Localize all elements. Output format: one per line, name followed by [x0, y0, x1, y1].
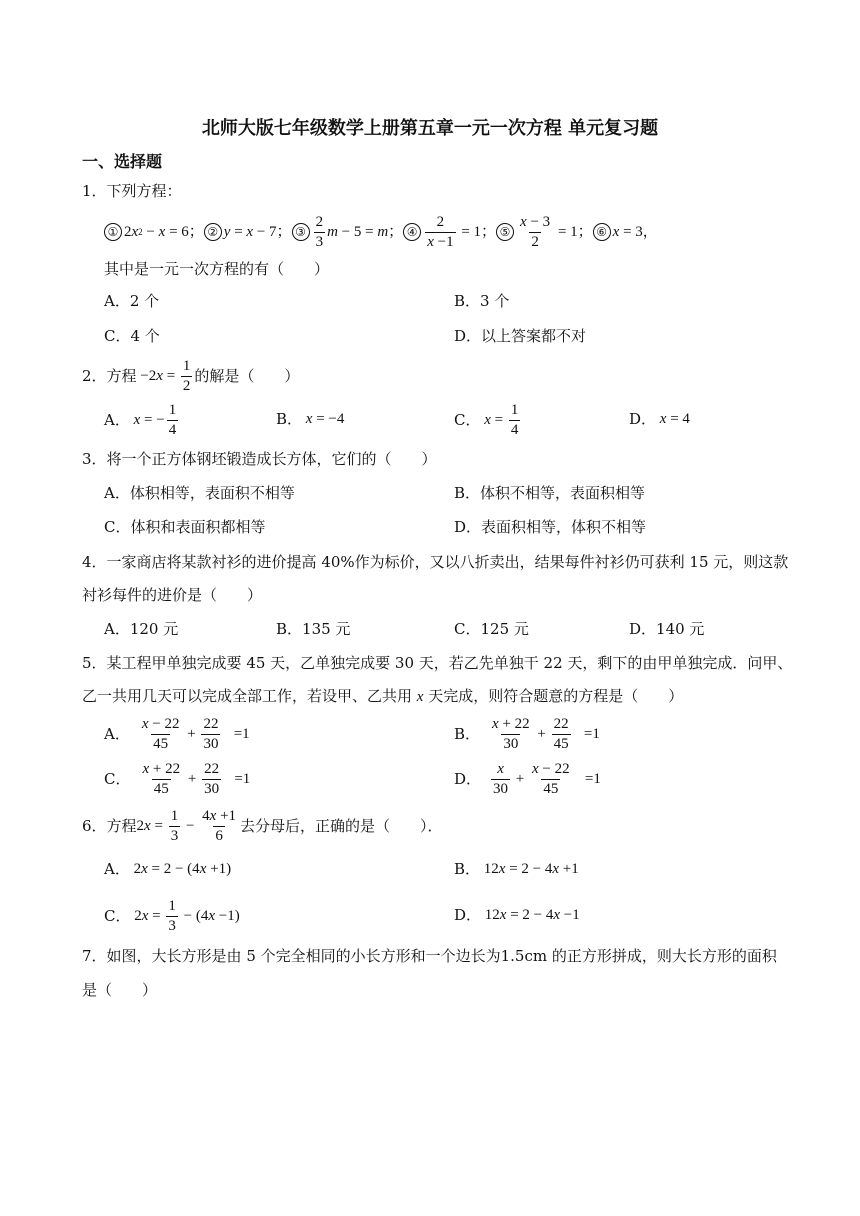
q6-option-a-label: A． — [104, 860, 130, 878]
q6-option-b-label: B． — [454, 860, 481, 878]
q5-line2-start: 乙一共用几天可以完成全部工作，若设甲、乙共用 — [82, 687, 417, 705]
q5-line2-end: 天完成，则符合题意的方程是（ ） — [423, 687, 684, 705]
q2-option-a-label: A． — [104, 410, 130, 429]
q7-line2: 是（ ） — [82, 981, 158, 999]
q5-variable: x — [416, 689, 424, 705]
circled-2: ② — [204, 223, 222, 241]
q6-option-b: B． 12 x = 2 − 4 x +1 — [454, 860, 579, 878]
q3-option-c: C．体积和表面积都相等 — [104, 518, 266, 536]
q6-option-a: A． 2 x = 2 − (4 x +1) — [104, 860, 232, 878]
q6-option-c-label: C． — [104, 906, 131, 925]
q6-option-d: D． 12 x = 2 − 4 x −1 — [454, 906, 580, 924]
q5-line1: 5．某工程甲单独完成要 45 天，乙单独完成要 30 天，若乙先单独干 22 天，剩下的由甲单独完成．问甲、 — [82, 654, 793, 672]
page-title: 北师大版七年级数学上册第五章一元一次方程 单元复习题 — [201, 118, 659, 139]
q4-option-c: C．125 元 — [454, 620, 529, 638]
q5-option-a-label: A． — [104, 724, 130, 743]
q2-option-c: C． x = $\frac{1}{4}$ — [454, 402, 519, 438]
q1-equations: ① 2 x 2 − x = 6； ② y = x − 7； ③ $\frac{2}{3}$ m − 5 = m ； ④ $\frac{2}{x -1}$ = 1； ⑤ $\frac{x - 3}{2}$ = 1； ⑥ x = 3， — [104, 214, 658, 250]
q1-option-d: D．以上答案都不对 — [454, 327, 587, 345]
q5-option-d: D． $\frac{x}{30}$ + $\frac{x - 22}{45}$ =1 — [454, 761, 601, 797]
q2-option-b: B． x = −4 — [276, 410, 345, 428]
q4-line1: 4．一家商店将某款衬衫的进价提高 40%作为标价，又以八折卖出，结果每件衬衫仍可获利 15 元，则这款 — [82, 553, 789, 571]
q1-option-b: B．3 个 — [454, 292, 510, 310]
q5-option-b: B． $\frac{x + 22}{30}$ + $\frac{22}{45}$ =1 — [454, 716, 600, 752]
circled-6: ⑥ — [593, 223, 611, 241]
q3-option-a: A．体积相等，表面积不相等 — [104, 484, 295, 502]
q5-option-b-label: B． — [454, 724, 481, 743]
q2-stem: 2．方程 −2 x = $\frac{1}{2}$ 的解是（ ） — [82, 358, 300, 394]
q3-stem: 3．将一个正方体钢坯锻造成长方体，它们的（ ） — [82, 450, 437, 468]
q2-option-b-label: B． — [276, 410, 303, 428]
q1-option-a: A．2 个 — [104, 292, 160, 310]
q2-suffix: 的解是（ ） — [194, 366, 300, 385]
q5-option-a: A． $\frac{x - 22}{45}$ + $\frac{22}{30}$ =1 — [104, 716, 250, 752]
circled-5: ⑤ — [496, 223, 514, 241]
q4-option-d: D．140 元 — [629, 620, 705, 638]
circled-1: ① — [104, 223, 122, 241]
q2-option-a: A． x = − $\frac{1}{4}$ — [104, 402, 177, 438]
q6-prefix: 6．方程 — [82, 816, 137, 835]
circled-4: ④ — [403, 223, 421, 241]
q2-option-c-label: C． — [454, 410, 481, 429]
q4-option-b: B．135 元 — [276, 620, 351, 638]
section-heading: 一、选择题 — [82, 152, 163, 171]
q4-option-a: A．120 元 — [104, 620, 179, 638]
q4-line2: 衬衫每件的进价是（ ） — [82, 586, 263, 604]
q5-line2 — [82, 689, 683, 705]
q5-option-c-label: C． — [104, 769, 131, 788]
q6-stem: 6．方程 2 x = $\frac{1}{3}$ − $\frac{4x +1}{6}$ 去分母后，正确的是（ ）． — [82, 808, 443, 844]
q2-option-d-label: D． — [629, 410, 657, 428]
circled-3: ③ — [292, 223, 310, 241]
q6-option-c: C． 2 x = $\frac{1}{3}$ − (4 x −1) — [104, 898, 240, 934]
q1-stem: 1．下列方程： — [82, 182, 182, 200]
q2-option-d: D． x = 4 — [629, 410, 690, 428]
q3-option-d: D．表面积相等，体积不相等 — [454, 518, 647, 536]
q5-option-d-label: D． — [454, 769, 482, 788]
q6-suffix: 去分母后，正确的是（ ）． — [240, 816, 443, 835]
q2-prefix: 2．方程 — [82, 366, 137, 385]
q1-tail: 其中是一元一次方程的有（ ） — [104, 260, 330, 278]
q7-line1: 7．如图，大长方形是由 5 个完全相同的小长方形和一个边长为1.5cm 的正方形拼成，则大长方形的面积 — [82, 947, 777, 965]
q3-option-b: B．体积不相等，表面积相等 — [454, 484, 646, 502]
q6-option-d-label: D． — [454, 906, 482, 924]
q1-option-c: C．4 个 — [104, 327, 160, 345]
q5-option-c: C． $\frac{x + 22}{45}$ + $\frac{22}{30}$ =1 — [104, 761, 251, 797]
